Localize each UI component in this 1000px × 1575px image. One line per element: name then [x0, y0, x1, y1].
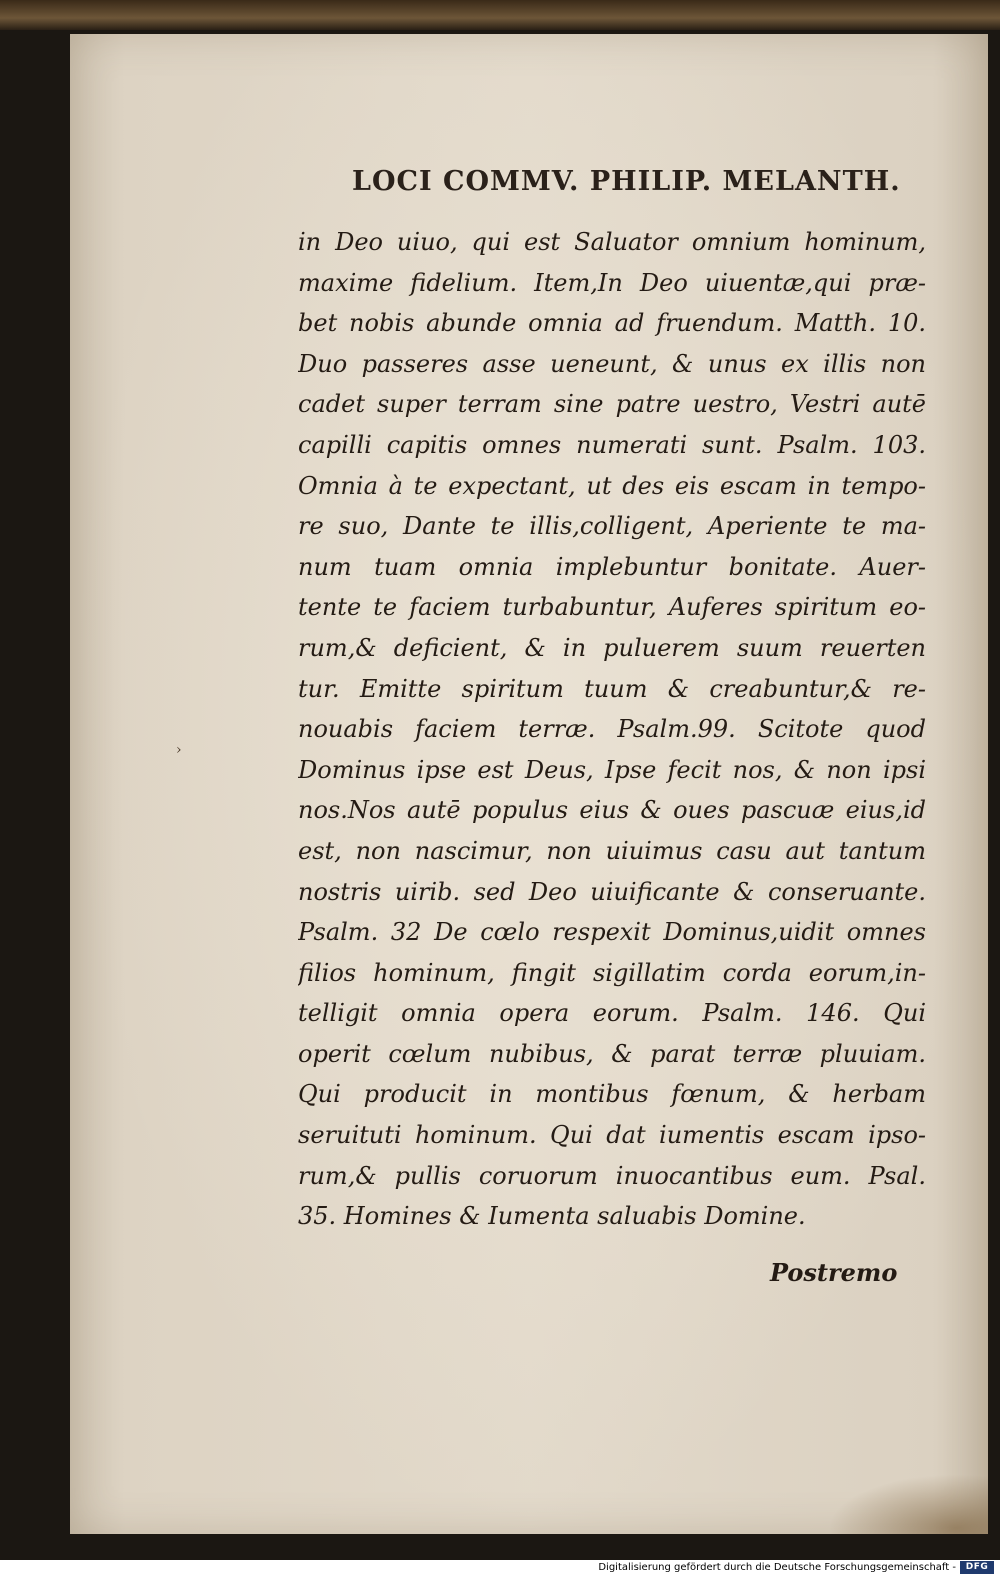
- text-line: telligit omnia opera eorum. Psalm. 146. Qui: [298, 999, 926, 1028]
- text-line: Psalm. 32 De cœlo respexit Dominus,uidit omnes: [298, 918, 926, 947]
- text-line: nos.Nos autē populus eius & oues pascuæ eius,id: [298, 796, 926, 825]
- book-top-edge: [0, 0, 1000, 30]
- text-line: capilli capitis omnes numerati sunt. Psalm. 103.: [298, 430, 926, 459]
- text-line: re suo, Dante te illis,colligent, Aperiente te ma-: [298, 512, 926, 541]
- text-line: nostris uirib. sed Deo uiuificante & conseruante.: [298, 877, 926, 906]
- text-line: num tuam omnia implebuntur bonitate. Auer-: [298, 552, 926, 581]
- running-title: LOCI COMMV. PHILIP. MELANTH.: [352, 166, 901, 197]
- text-line: seruituti hominum. Qui dat iumentis escam ipso-: [298, 1121, 926, 1150]
- text-line: Omnia à te expectant, ut des eis escam in tempo-: [298, 471, 926, 500]
- text-line: nouabis faciem terræ. Psalm.99. Scitote quod: [298, 715, 926, 744]
- text-line: cadet super terram sine patre uestro, Vestri autē: [298, 390, 926, 419]
- text-line: tente te faciem turbabuntur, Auferes spiritum eo-: [298, 593, 926, 622]
- page-stain: [828, 1474, 988, 1534]
- dfg-logo: DFG: [960, 1561, 994, 1574]
- text-line: Dominus ipse est Deus, Ipse fecit nos, & non ipsi: [298, 755, 926, 784]
- text-line: rum,& deficient, & in puluerem suum reuerten: [298, 633, 926, 662]
- text-line: tur. Emitte spiritum tuum & creabuntur,& re-: [298, 674, 926, 703]
- margin-mark: ›: [176, 742, 182, 758]
- text-line: maxime fidelium. Item,In Deo uiuentæ,qui præ-: [298, 268, 926, 297]
- text-line: 35. Homines & Iumenta saluabis Domine.: [298, 1202, 806, 1231]
- text-line: rum,& pullis coruorum inuocantibus eum. Psal.: [298, 1161, 926, 1190]
- text-line: Duo passeres asse ueneunt, & unus ex illis non: [298, 349, 926, 378]
- text-line: in Deo uiuo, qui est Saluator omnium hominum,: [298, 228, 926, 256]
- catchword: Postremo: [770, 1258, 898, 1287]
- funding-note: Digitalisierung gefördert durch die Deutsche Forschungsgemeinschaft -: [598, 1562, 956, 1573]
- text-line: bet nobis abunde omnia ad fruendum. Matth. 10.: [298, 309, 926, 338]
- text-line: filios hominum, fingit sigillatim corda eorum,in-: [298, 958, 926, 987]
- body-text: [298, 222, 926, 1237]
- text-line: est, non nascimur, non uiuimus casu aut tantum: [298, 836, 926, 865]
- text-line: operit cœlum nubibus, & parat terræ pluuiam.: [298, 1039, 926, 1068]
- text-line: Qui producit in montibus fœnum, & herbam: [298, 1080, 926, 1109]
